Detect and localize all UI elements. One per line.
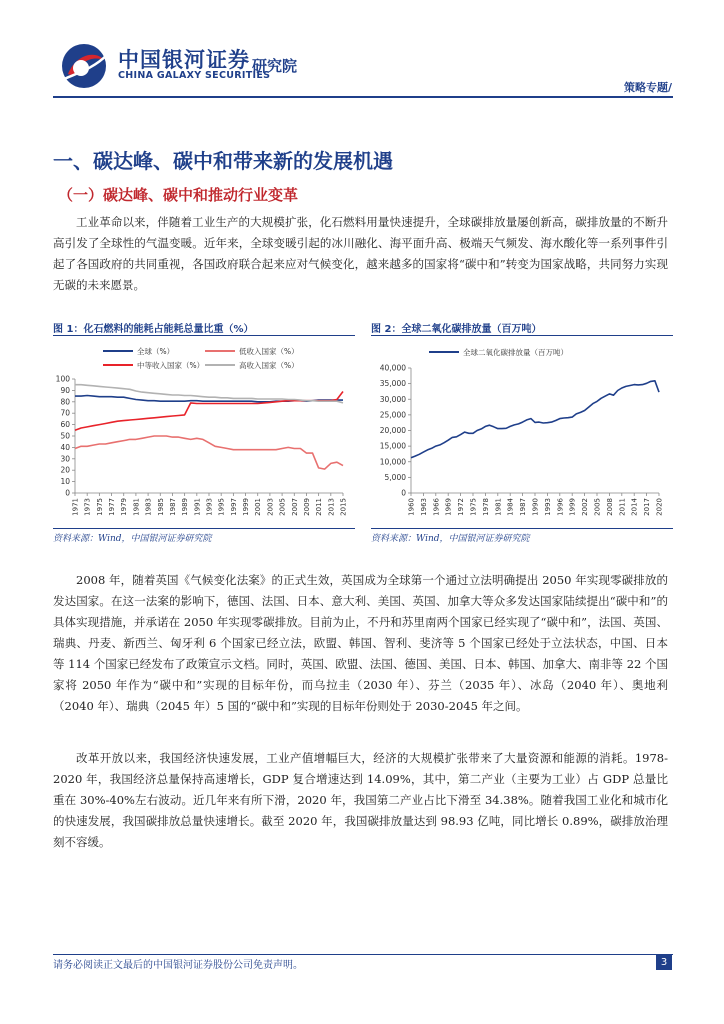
figure2-title-rule — [371, 335, 673, 336]
report-type-label: 策略专题/ — [623, 81, 672, 94]
x-tick-label: 2008 — [605, 498, 614, 516]
x-tick-label: 1963 — [419, 498, 428, 516]
chart-global-co2-emissions — [371, 340, 673, 526]
y-tick-label: 70 — [60, 408, 70, 418]
chart-fossil-fuel-share — [53, 340, 355, 526]
y-tick-label: 40 — [60, 442, 70, 452]
figure1-title: 图 1：化石燃料的能耗占能耗总量比重（%） — [53, 324, 254, 335]
x-tick-label: 2002 — [581, 498, 590, 516]
paragraph-intro — [53, 212, 668, 296]
y-tick-label: 0 — [65, 488, 70, 498]
paragraph-legislation-text: 2008 年，随着英国《气候变化法案》的正式生效，英国成为全球第一个通过立法明确提出 2050 年实现零碳排放的发达国家。在这一法案的影响下，德国、法国、日本、意大利、美国、英国、加拿大等众多发达国家陆续提出“碳中和”的具体实现措施，并承诺在 2050 年实现零碳排放。目前为止，不丹和苏里南两个国家已经实现了“碳中和”，法国、英国、瑞典、丹麦、新西兰、匈牙利 6 个国家已经立法，欧盟、韩国、智利、斐济等 5 个国家已经处于立法状态，中国、日本等 114 个国家已经发布了政策宣示文档。同时，英国、欧盟、法国、德国、美国、日本、韩国、加拿大、南非等 22 个国家将 2050 年作为“碳中和”实现的目标年份，而乌拉圭（2030 年）、芬兰（2035 年）、冰岛（2040 年）、奥地利（2040 年）、瑞典（2045 年）5 国的“碳中和”实现的目标年份则处于 2030-2045 年之间。 — [53, 573, 668, 713]
legend-label: 中等收入国家（%） — [137, 361, 205, 370]
x-tick-label: 1981 — [132, 498, 141, 516]
x-tick-label: 2011 — [618, 498, 627, 516]
x-tick-label: 1981 — [494, 498, 503, 516]
y-tick-label: 20,000 — [379, 426, 406, 435]
figure1-title-rule — [53, 335, 355, 336]
x-tick-label: 1978 — [481, 498, 490, 516]
x-tick-label: 1971 — [71, 498, 80, 516]
x-tick-label: 1984 — [506, 498, 515, 516]
y-tick-label: 40,000 — [379, 363, 406, 373]
x-tick-label: 2007 — [290, 498, 299, 516]
y-tick-label: 0 — [401, 488, 406, 498]
x-tick-label: 1979 — [120, 498, 129, 516]
figure2-bottom-rule — [371, 528, 673, 529]
x-tick-label: 2014 — [630, 498, 639, 516]
y-tick-label: 5,000 — [384, 472, 406, 482]
logo-english-name: CHINA GALAXY SECURITIES — [118, 70, 271, 81]
figure1-source: 资料来源：Wind，中国银河证券研究院 — [53, 534, 212, 544]
series-line — [75, 385, 343, 403]
x-tick-label: 1987 — [168, 498, 177, 516]
y-tick-label: 10 — [60, 477, 70, 487]
x-tick-label: 1972 — [457, 498, 466, 516]
logo-institute-label: 研究院 — [252, 57, 298, 75]
paragraph-intro-text: 工业革命以来，伴随着工业生产的大规模扩张，化石燃料用量快速提升，全球碳排放量屡创新高，碳排放量的不断升高引发了全球性的气温变暖。近年来，全球变暖引起的冰川融化、海平面升高、极端天气频发、海水酸化等一系列事件引起了各国政府的共同重视，各国政府联合起来应对气候变化，越来越多的国家将“碳中和”转变为国家战略，共同努力实现无碳的未来愿景。 — [53, 215, 668, 292]
paragraph-china-economy-text: 改革开放以来，我国经济快速发展，工业产值增幅巨大，经济的大规模扩张带来了大量资源和能源的消耗。1978-2020 年，我国经济总量保持高速增长，GDP 复合增速达到 14.09%，其中，第二产业（主要为工业）占 GDP 总量比重在 30%-40%左右波动。近几年来有所下滑，2020 年，我国第二产业占比下滑至 34.38%。随着我国工业化和城市化的快速发展，我国碳排放总量快速增长。截至 2020 年，我国碳排放量达到 98.93 亿吨，同比增长 0.89%，碳排放治理刻不容缓。 — [53, 751, 668, 849]
y-tick-label: 90 — [60, 385, 70, 395]
x-tick-label: 1996 — [556, 498, 565, 516]
section-title: 一、碳达峰、碳中和带来新的发展机遇 — [53, 149, 393, 173]
figure2-title: 图 2：全球二氧化碳排放量（百万吨） — [371, 324, 542, 335]
x-tick-label: 1997 — [229, 498, 238, 516]
x-tick-label: 1983 — [144, 498, 153, 516]
x-tick-label: 1975 — [95, 498, 104, 516]
x-tick-label: 1966 — [432, 498, 441, 516]
footer-divider — [53, 954, 673, 955]
y-tick-label: 35,000 — [379, 379, 406, 389]
y-tick-label: 50 — [60, 431, 70, 441]
x-tick-label: 1960 — [407, 498, 416, 516]
x-tick-label: 2003 — [266, 498, 275, 516]
x-tick-label: 1993 — [543, 498, 552, 516]
x-tick-label: 2009 — [302, 498, 311, 516]
y-tick-label: 25,000 — [379, 410, 406, 420]
galaxy-logo-icon — [58, 40, 110, 92]
y-tick-label: 100 — [55, 374, 70, 384]
subsection-title: （一）碳达峰、碳中和推动行业变革 — [58, 186, 299, 204]
footer-disclaimer: 请务必阅读正文最后的中国银河证券股份公司免责声明。 — [53, 960, 303, 971]
x-tick-label: 2011 — [315, 498, 324, 516]
legend-label: 全球二氧化碳排放量（百万吨） — [463, 348, 568, 357]
x-tick-label: 1991 — [193, 498, 202, 516]
figure1-bottom-rule — [53, 528, 355, 529]
x-tick-label: 1993 — [205, 498, 214, 516]
x-tick-label: 2017 — [643, 498, 652, 516]
x-tick-label: 1990 — [531, 498, 540, 516]
x-tick-label: 2005 — [278, 498, 287, 516]
x-tick-label: 2013 — [327, 498, 336, 516]
y-tick-label: 30,000 — [379, 394, 406, 404]
logo-chinese-name: 中国银河证券 — [118, 48, 250, 72]
y-tick-label: 15,000 — [379, 441, 406, 451]
legend-label: 全球（%） — [137, 347, 175, 356]
y-tick-label: 80 — [60, 397, 70, 407]
y-tick-label: 20 — [60, 465, 70, 475]
header-divider — [53, 96, 673, 98]
paragraph-legislation — [53, 570, 668, 717]
x-tick-label: 1989 — [181, 498, 190, 516]
y-tick-label: 60 — [60, 420, 70, 430]
paragraph-china-economy — [53, 748, 668, 853]
x-tick-label: 1973 — [83, 498, 92, 516]
page-number: 3 — [656, 955, 672, 970]
x-tick-label: 2005 — [593, 498, 602, 516]
y-tick-label: 30 — [60, 454, 70, 464]
series-line — [411, 381, 659, 458]
series-line — [75, 436, 343, 469]
x-tick-label: 1975 — [469, 498, 478, 516]
x-tick-label: 1987 — [519, 498, 528, 516]
y-tick-label: 10,000 — [379, 457, 406, 467]
x-tick-label: 2015 — [339, 498, 348, 516]
x-tick-label: 1999 — [242, 498, 251, 516]
x-tick-label: 1969 — [444, 498, 453, 516]
x-tick-label: 1999 — [568, 498, 577, 516]
x-tick-label: 1985 — [156, 498, 165, 516]
x-tick-label: 1977 — [108, 498, 117, 516]
figure2-source: 资料来源：Wind，中国银河证券研究院 — [371, 534, 530, 544]
x-tick-label: 2001 — [254, 498, 263, 516]
x-tick-label: 2020 — [655, 498, 664, 516]
x-tick-label: 1995 — [217, 498, 226, 516]
legend-label: 低收入国家（%） — [239, 347, 299, 356]
legend-label: 高收入国家（%） — [239, 361, 299, 370]
